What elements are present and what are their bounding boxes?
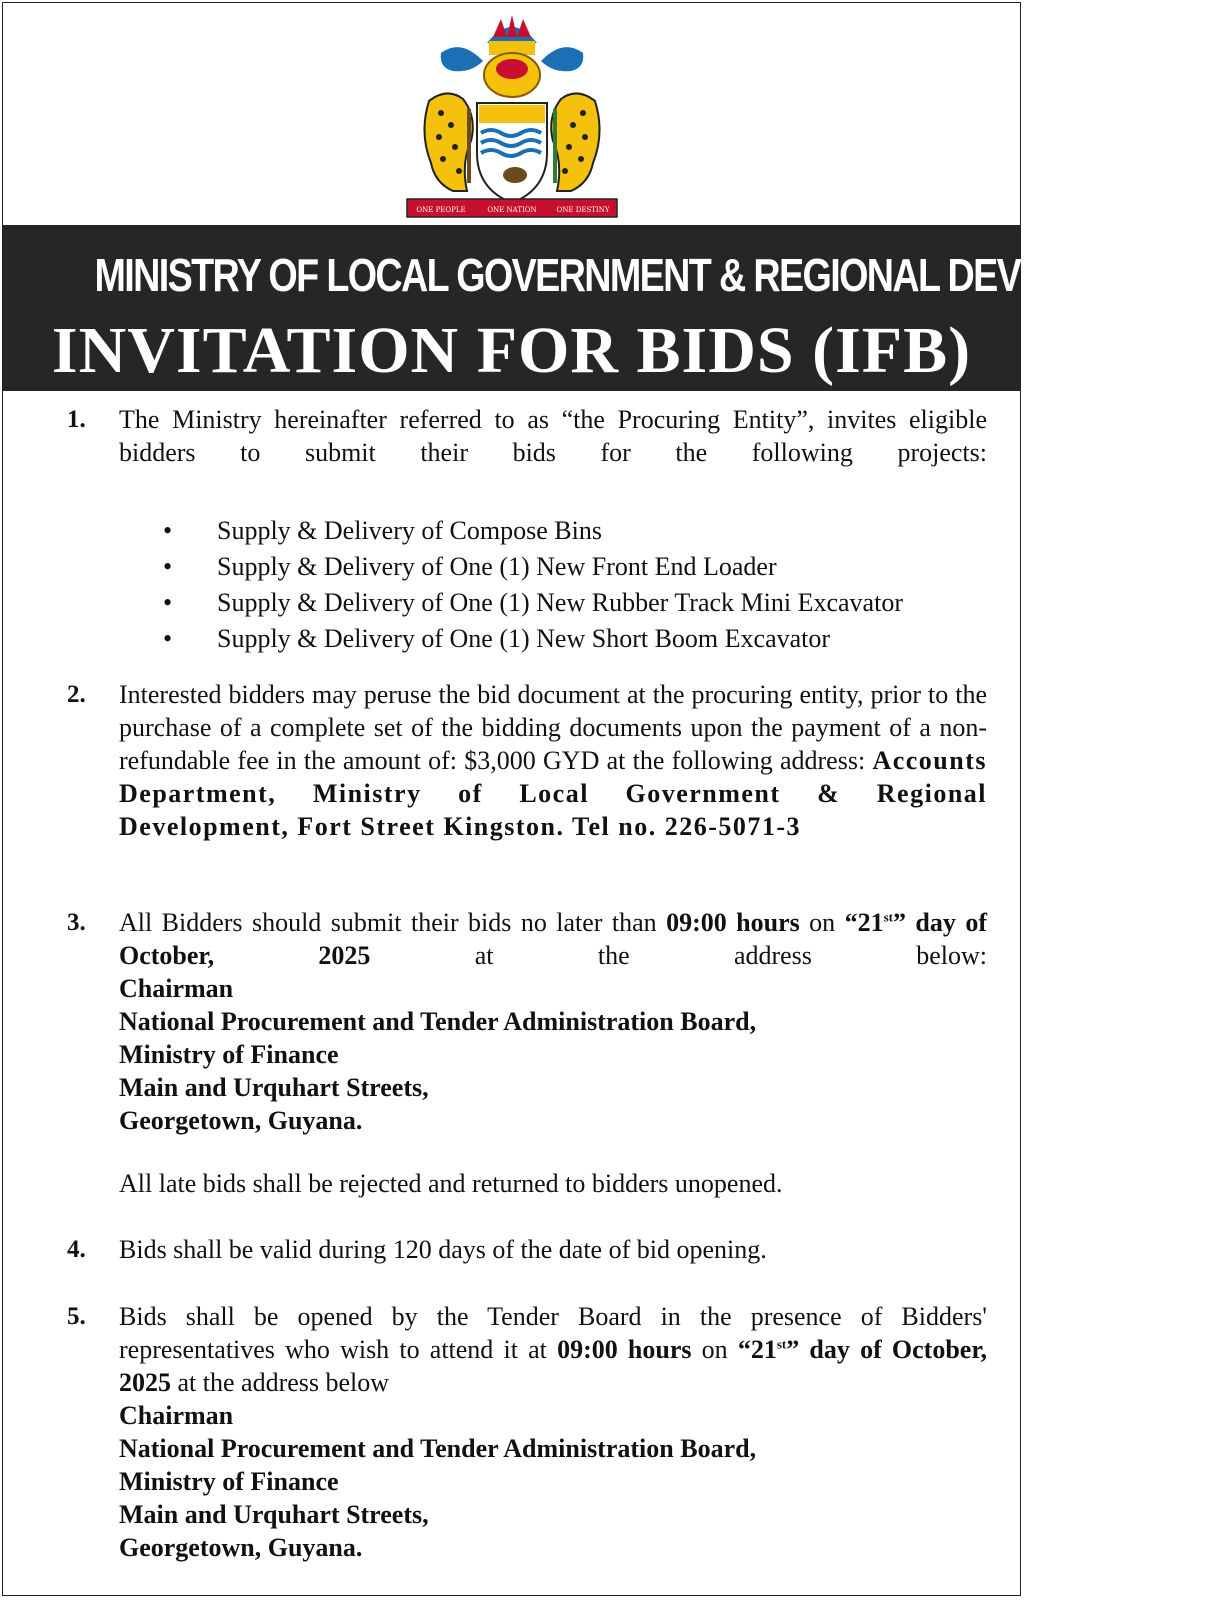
item-5-address-intro: at the address below [171, 1368, 390, 1397]
item-number-3: 3. [67, 909, 86, 936]
item-text-2 [119, 678, 987, 843]
item-number-5: 5. [67, 1303, 86, 1330]
item-text-5 [119, 1300, 987, 1564]
late-bids-note: All late bids shall be rejected and returned to bidders unopened. [119, 1169, 783, 1198]
item-number-2: 2. [67, 681, 86, 708]
item-3-text: All Bidders should submit their bids no later than [119, 908, 667, 937]
address-line: Chairman [119, 1401, 234, 1430]
item-number-4: 4. [67, 1236, 86, 1263]
address-line: Main and Urquhart Streets, [119, 1073, 429, 1102]
coat-of-arms-icon [401, 13, 623, 225]
item-text-4: Bids shall be valid during 120 days of the date of bid opening. [119, 1235, 767, 1264]
project-list [163, 513, 903, 657]
submission-date: ” day of October, 2025 [119, 908, 987, 970]
item-number-1: 1. [67, 406, 86, 433]
list-item: • Supply & Delivery of One (1) New Short Boom Excavator [163, 621, 903, 657]
list-item: • Supply & Delivery of Compose Bins [163, 513, 903, 549]
opening-date: ” day of October, 2025 [119, 1335, 987, 1397]
submission-day: “21 [844, 908, 884, 937]
header-banner [3, 225, 1217, 391]
notice-page [2, 2, 1217, 1596]
opening-day: “21 [737, 1335, 777, 1364]
accounts-address: Accounts Department, Ministry of Local Government & Regional Development, Fort Street Kingston. Tel no. 226-5071-3 [119, 746, 987, 841]
submission-day-suffix: st [883, 909, 893, 925]
item-5-on: on [691, 1335, 738, 1364]
opening-address [119, 1399, 987, 1564]
list-item: • Supply & Delivery of One (1) New Rubber Track Mini Excavator [163, 585, 903, 621]
address-line: Georgetown, Guyana. [119, 1533, 363, 1562]
ministry-name: MINISTRY OF LOCAL GOVERNMENT & REGIONAL DEVELOPMENT [94, 249, 1217, 301]
item-5-text: Bids shall be opened by the Tender Board in the presence of Bidders' representatives who wish to attend it at [119, 1302, 987, 1364]
address-line: Georgetown, Guyana. [119, 1106, 363, 1135]
address-line: Main and Urquhart Streets, [119, 1500, 429, 1529]
item-2-text: Interested bidders may peruse the bid document at the procuring entity, prior to the purchase of a complete set of the bidding documents upon the payment of a non-refundable fee in the amount of: $3,000 GYD at the following address: [119, 680, 987, 775]
motto-left: ONE PEOPLE [416, 206, 466, 214]
opening-day-suffix: st [776, 1336, 787, 1352]
motto-center: ONE NATION [487, 206, 537, 214]
item-text-3 [119, 906, 987, 1200]
item-3-on: on [799, 908, 845, 937]
address-line: National Procurement and Tender Administration Board, [119, 1434, 757, 1463]
address-line: Ministry of Finance [119, 1040, 339, 1069]
address-line: Chairman [119, 974, 234, 1003]
address-line: National Procurement and Tender Administration Board, [119, 1007, 757, 1036]
address-line: Ministry of Finance [119, 1467, 339, 1496]
opening-time: 09:00 hours [557, 1335, 692, 1364]
item-3-address-intro: at the address below: [370, 941, 988, 970]
motto-right: ONE DESTINY [556, 206, 610, 214]
page-title: INVITATION FOR BIDS (IFB) [51, 314, 972, 387]
submission-time: 09:00 hours [666, 908, 800, 937]
list-item: • Supply & Delivery of One (1) New Front End Loader [163, 549, 903, 585]
item-1-text: The Ministry hereinafter referred to as “the Procuring Entity”, invites eligible bidders to submit their bids for the following projects: [119, 405, 987, 467]
submission-address [119, 972, 987, 1137]
item-text-1 [119, 403, 987, 469]
